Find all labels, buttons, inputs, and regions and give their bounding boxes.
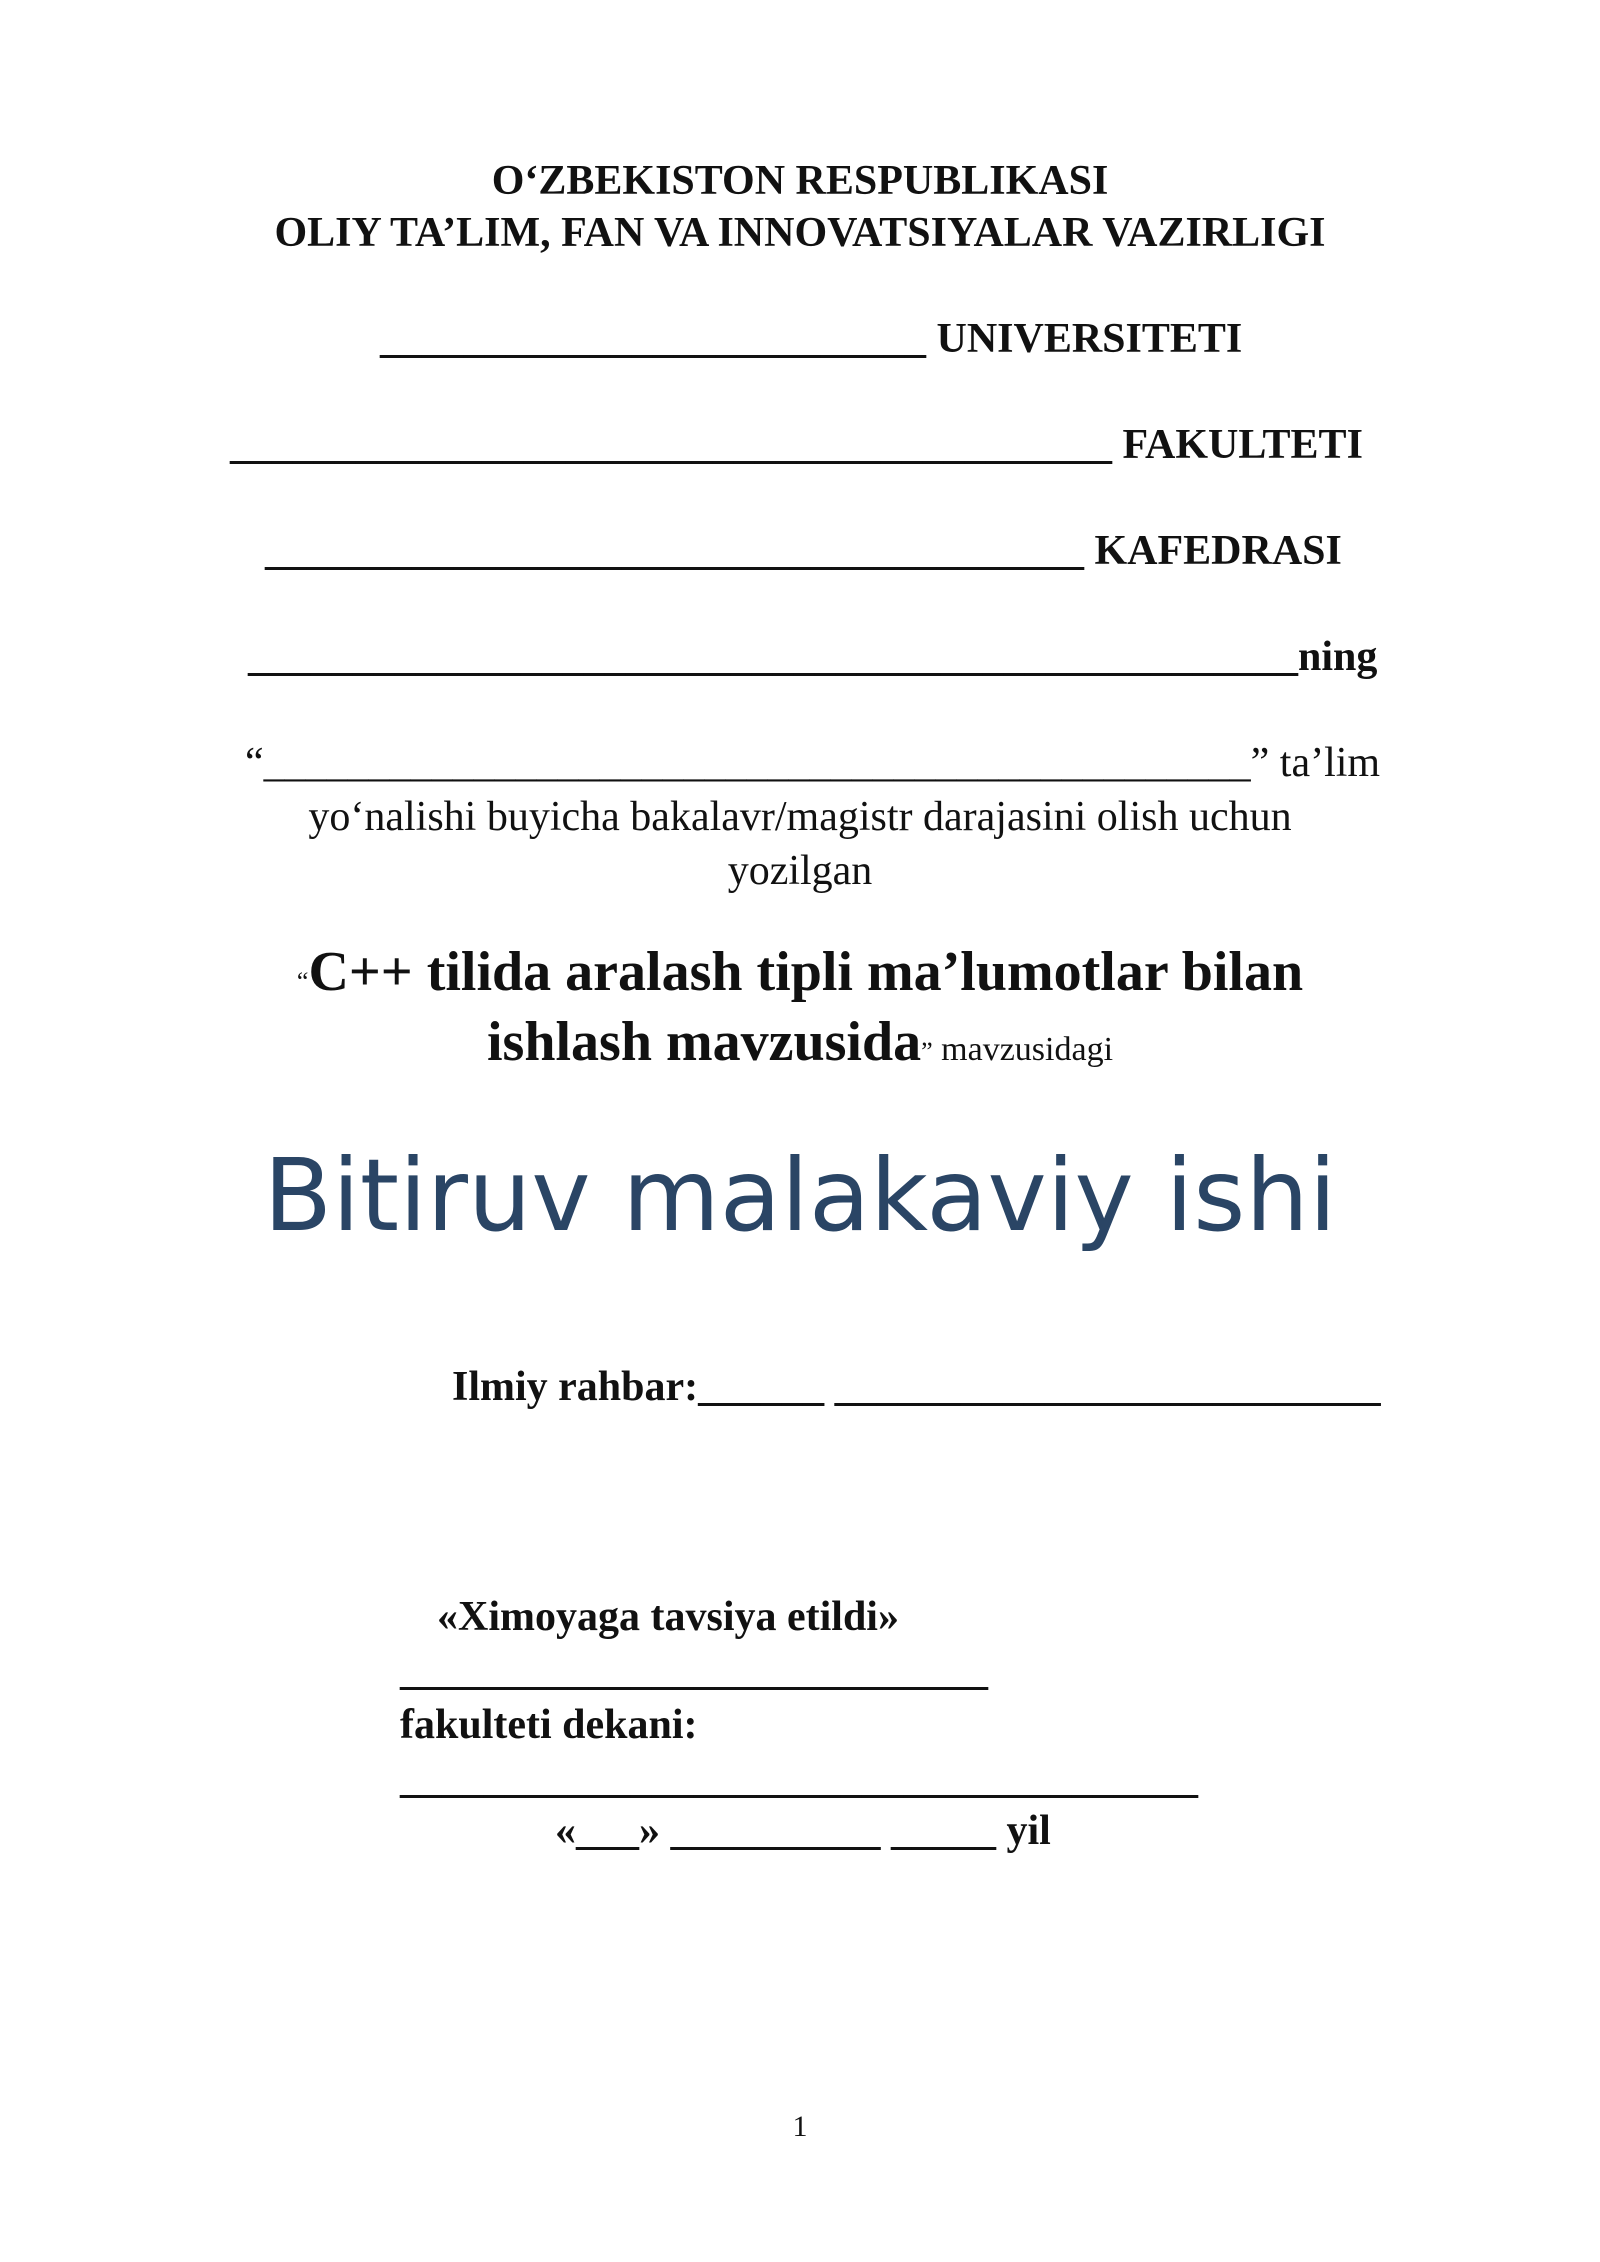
- department-row: [265, 530, 1342, 572]
- student-row: [248, 636, 1377, 678]
- student-label: ning: [1298, 634, 1378, 680]
- dean-label: fakulteti dekani:: [400, 1702, 698, 1748]
- direction-blank: _______________________________________________: [263, 740, 1251, 786]
- topic-close-quote: ”: [921, 1037, 933, 1066]
- recommendation-title: «Ximoyaga tavsiya etildi»: [437, 1594, 899, 1640]
- direction-line2: yo‘nalishi buyicha bakalavr/magistr darajasini olish uchun: [308, 794, 1292, 840]
- faculty-blank: __________________________________________: [230, 422, 1112, 468]
- ministry-header-line1: O‘ZBEKISTON RESPUBLIKASI: [491, 158, 1109, 204]
- topic-suffix: mavzusidagi: [932, 1031, 1114, 1068]
- topic-text-line1: C++ tilida aralash tipli ma’lumotlar bilan: [308, 941, 1304, 1003]
- student-blank: __________________________________________________: [248, 634, 1298, 680]
- ministry-header-line2: OLIY TA’LIM, FAN VA INNOVATSIYALAR VAZIRLIGI: [274, 210, 1326, 256]
- faculty-row: [230, 424, 1363, 466]
- recommendation-blank-2: ______________________________________: [400, 1756, 1198, 1802]
- department-blank: _______________________________________: [265, 528, 1084, 574]
- document-type-title: Bitiruv malakaviy ishi: [263, 1137, 1337, 1254]
- direction-line3: yozilgan: [727, 848, 873, 894]
- supervisor-label: Ilmiy rahbar:: [452, 1364, 699, 1410]
- university-label: UNIVERSITETI: [926, 316, 1243, 362]
- topic-text-line2: ishlash mavzusida: [486, 1011, 922, 1073]
- department-label: KAFEDRASI: [1084, 528, 1342, 574]
- university-row: [380, 318, 1242, 360]
- supervisor-blank-2: __________________________: [824, 1364, 1381, 1410]
- topic-line2: [0, 1011, 1600, 1073]
- university-blank: __________________________: [380, 316, 926, 362]
- topic-open-quote: “: [296, 967, 309, 996]
- direction-line1: [245, 742, 1380, 784]
- supervisor-blank-1: ______: [698, 1364, 825, 1410]
- faculty-label: FAKULTETI: [1112, 422, 1363, 468]
- page-number: 1: [792, 2110, 808, 2143]
- topic-line1: [0, 941, 1600, 1003]
- date-line: «___» __________ _____ yil: [555, 1808, 1051, 1854]
- supervisor-row: [452, 1366, 1381, 1408]
- direction-open-quote: “: [245, 740, 264, 786]
- direction-close: ” ta’lim: [1250, 740, 1381, 786]
- recommendation-blank-1: ____________________________: [400, 1648, 988, 1694]
